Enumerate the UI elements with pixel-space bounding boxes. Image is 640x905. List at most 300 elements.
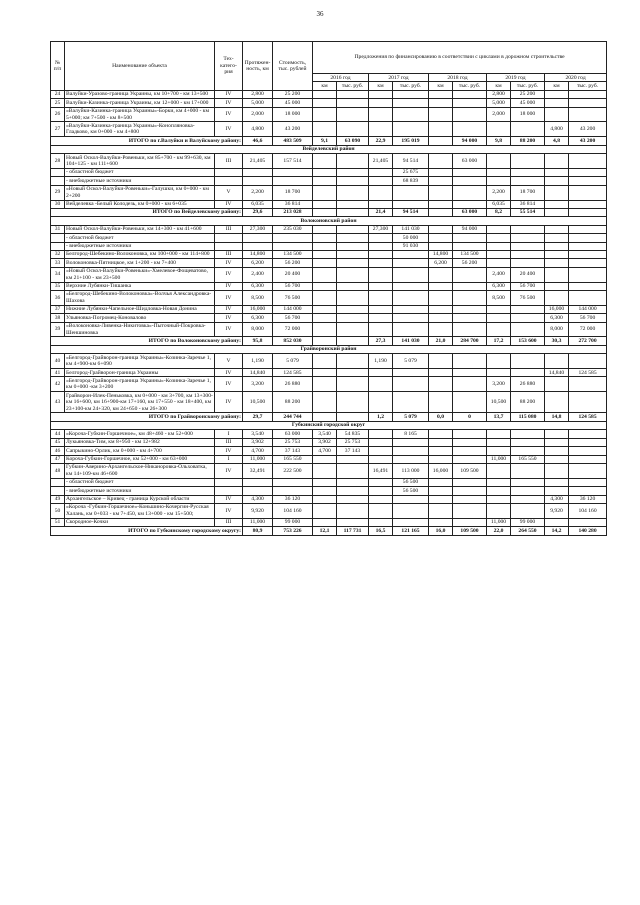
- financing-value: [337, 455, 369, 463]
- total-value: 272 700: [569, 337, 607, 345]
- financing-value: 76 500: [511, 290, 545, 305]
- financing-value: [487, 430, 511, 438]
- financing-value: [453, 185, 487, 200]
- header-year: 2018 год: [429, 74, 487, 82]
- total-value: [313, 208, 337, 216]
- header-category: Тех-катего-рия: [215, 42, 243, 91]
- financing-value: [453, 430, 487, 438]
- total-value: 12,1: [313, 527, 337, 535]
- financing-value: [511, 259, 545, 267]
- financing-value: [337, 354, 369, 369]
- total-value: 195 019: [393, 137, 429, 145]
- financing-value: [569, 392, 607, 413]
- financing-value: [369, 107, 393, 122]
- financing-value: [429, 267, 453, 282]
- length: [243, 487, 273, 495]
- financing-value: [453, 377, 487, 392]
- financing-value: 43 200: [569, 122, 607, 137]
- financing-value: [369, 478, 393, 486]
- length: [243, 177, 273, 185]
- object-name: «Короча-Губкин-Горшечное», км 48+460 - км 52+000: [65, 430, 215, 438]
- cost: [273, 168, 313, 176]
- financing-value: [313, 487, 337, 495]
- financing-value: [453, 90, 487, 98]
- total-value: 115 080: [511, 413, 545, 421]
- financing-value: [393, 200, 429, 208]
- length: [243, 478, 273, 486]
- object-name: Белгород-Грайворон-граница Украины: [65, 369, 215, 377]
- financing-value: 56 200: [453, 259, 487, 267]
- financing-value: 6,300: [545, 314, 569, 322]
- financing-value: [369, 438, 393, 446]
- cost: 25 200: [273, 90, 313, 98]
- financing-value: [369, 290, 393, 305]
- header-year: 2019 год: [487, 74, 545, 82]
- category: III: [215, 154, 243, 169]
- total-label: ИТОГО по Вейделевскому району:: [51, 208, 243, 216]
- category: IV: [215, 503, 243, 518]
- financing-value: [453, 305, 487, 313]
- table-row: [51, 225, 607, 233]
- cost: 56 200: [273, 259, 313, 267]
- header-km: км: [429, 82, 453, 90]
- financing-value: [337, 107, 369, 122]
- table-row: [51, 177, 607, 185]
- financing-value: [569, 242, 607, 250]
- total-row: [51, 137, 607, 145]
- header-length: Протяжен-ность, км: [243, 42, 273, 91]
- table-row: [51, 392, 607, 413]
- header-year: 2016 год: [313, 74, 369, 82]
- total-value: 124 585: [569, 413, 607, 421]
- financing-value: [393, 455, 429, 463]
- financing-value: [511, 314, 545, 322]
- total-value: 14,2: [545, 527, 569, 535]
- financing-value: [487, 487, 511, 495]
- financing-value: [337, 503, 369, 518]
- financing-value: [337, 369, 369, 377]
- header-name: Наименование объекта: [65, 42, 215, 91]
- financing-value: [511, 495, 545, 503]
- row-number: 48: [51, 463, 65, 478]
- financing-value: [429, 369, 453, 377]
- cost: [273, 478, 313, 486]
- financing-value: [487, 463, 511, 478]
- header-rub: тыс. руб.: [569, 82, 607, 90]
- table-row: [51, 99, 607, 107]
- financing-value: [545, 447, 569, 455]
- table-row: [51, 242, 607, 250]
- financing-value: [369, 185, 393, 200]
- total-row: [51, 413, 607, 421]
- financing-value: [511, 250, 545, 258]
- financing-value: [313, 234, 337, 242]
- category: IV: [215, 99, 243, 107]
- financing-value: [487, 478, 511, 486]
- financing-value: [511, 447, 545, 455]
- object-name: Короча-Губкин-Горшечное, км 52+000 - км 63+000: [65, 455, 215, 463]
- financing-value: [313, 354, 337, 369]
- financing-value: 63 000: [453, 154, 487, 169]
- total-value: [429, 208, 453, 216]
- financing-value: 11,000: [487, 455, 511, 463]
- financing-value: [545, 177, 569, 185]
- financing-value: [337, 242, 369, 250]
- length: 1,190: [243, 354, 273, 369]
- financing-value: [453, 447, 487, 455]
- object-name: - внебюджетные источники: [65, 242, 215, 250]
- total-value: 9,1: [313, 137, 337, 145]
- financing-value: 45 000: [511, 99, 545, 107]
- table-row: [51, 322, 607, 337]
- financing-value: [487, 369, 511, 377]
- row-number: 50: [51, 503, 65, 518]
- total-value: 16,0: [429, 527, 453, 535]
- header-rub: тыс. руб.: [337, 82, 369, 90]
- row-number: 46: [51, 447, 65, 455]
- financing-value: [453, 99, 487, 107]
- financing-value: [393, 267, 429, 282]
- financing-value: [337, 259, 369, 267]
- financing-value: [545, 430, 569, 438]
- financing-value: [545, 250, 569, 258]
- financing-value: [569, 463, 607, 478]
- row-number: [51, 487, 65, 495]
- length: 2,400: [243, 267, 273, 282]
- financing-value: [369, 503, 393, 518]
- financing-value: [337, 90, 369, 98]
- row-number: [51, 478, 65, 486]
- table-row: [51, 369, 607, 377]
- object-name: Новый Оскол-Валуйки-Ровеньки, км 85+700 - км 99+630, км 104+125 - км 111+600: [65, 154, 215, 169]
- object-name: Архангельское – Кривец - граница Курской области: [65, 495, 215, 503]
- row-number: [51, 234, 65, 242]
- total-label: ИТОГО по Губкинскому городскому округу:: [51, 527, 243, 535]
- financing-value: [313, 518, 337, 526]
- financing-value: [337, 122, 369, 137]
- table-row: [51, 234, 607, 242]
- financing-value: 68 839: [393, 177, 429, 185]
- category: IV: [215, 369, 243, 377]
- category: IV: [215, 314, 243, 322]
- financing-value: [569, 447, 607, 455]
- row-number: 43: [51, 392, 65, 413]
- financing-value: [545, 225, 569, 233]
- financing-value: 4,300: [545, 495, 569, 503]
- financing-value: [487, 168, 511, 176]
- category: IV: [215, 463, 243, 478]
- financing-value: 124 585: [569, 369, 607, 377]
- table-row: [51, 377, 607, 392]
- length: 6,200: [243, 259, 273, 267]
- financing-value: [569, 250, 607, 258]
- financing-value: [511, 234, 545, 242]
- financing-value: [393, 122, 429, 137]
- header-km: км: [545, 82, 569, 90]
- cost: 5 079: [273, 354, 313, 369]
- financing-value: [569, 200, 607, 208]
- financing-value: 99 000: [511, 518, 545, 526]
- financing-value: [487, 503, 511, 518]
- financing-value: [313, 154, 337, 169]
- total-value: 9,8: [487, 137, 511, 145]
- financing-value: 21,405: [369, 154, 393, 169]
- object-name: - областной бюджет: [65, 478, 215, 486]
- financing-value: [545, 99, 569, 107]
- total-cost: 483 509: [273, 137, 313, 145]
- financing-value: [453, 487, 487, 495]
- financing-value: [369, 369, 393, 377]
- financing-value: [453, 234, 487, 242]
- cost: 18 700: [273, 185, 313, 200]
- financing-value: [369, 90, 393, 98]
- financing-value: [545, 168, 569, 176]
- financing-value: [429, 354, 453, 369]
- financing-value: [429, 177, 453, 185]
- cost: 37 143: [273, 447, 313, 455]
- financing-value: 56 500: [393, 478, 429, 486]
- financing-value: [369, 122, 393, 137]
- financing-value: [313, 242, 337, 250]
- financing-value: [487, 234, 511, 242]
- object-name: Белгород-Шебекино-Волоконовка, км 100+000 - км 114+800: [65, 250, 215, 258]
- total-row: [51, 527, 607, 535]
- financing-value: 37 143: [337, 447, 369, 455]
- financing-value: [545, 487, 569, 495]
- financing-value: [511, 438, 545, 446]
- financing-value: 14,800: [429, 250, 453, 258]
- financing-value: [511, 122, 545, 137]
- total-value: 109 500: [453, 527, 487, 535]
- length: 2,000: [243, 107, 273, 122]
- category: IV: [215, 267, 243, 282]
- financing-value: [393, 377, 429, 392]
- financing-value: [487, 225, 511, 233]
- financing-value: [429, 225, 453, 233]
- financing-value: [337, 282, 369, 290]
- cost: 72 000: [273, 322, 313, 337]
- table-row: [51, 495, 607, 503]
- cost: 134 500: [273, 250, 313, 258]
- total-value: 141 030: [393, 337, 429, 345]
- financing-value: 20 400: [511, 267, 545, 282]
- table-row: [51, 463, 607, 478]
- category: IV: [215, 259, 243, 267]
- cost: 20 400: [273, 267, 313, 282]
- row-number: 44: [51, 430, 65, 438]
- length: 3,200: [243, 377, 273, 392]
- object-name: «Белгород-Грайворон-граница Украины»-Козинка-Заречье 1, км 4+900-км 6+090: [65, 354, 215, 369]
- financing-value: [429, 242, 453, 250]
- total-label: ИТОГО по г.Валуйки и Валуйскому району:: [51, 137, 243, 145]
- financing-value: [393, 495, 429, 503]
- financing-value: [569, 438, 607, 446]
- financing-value: [313, 250, 337, 258]
- financing-value: [313, 290, 337, 305]
- category: IV: [215, 447, 243, 455]
- financing-value: [429, 154, 453, 169]
- financing-value: [487, 250, 511, 258]
- financing-value: [369, 455, 393, 463]
- section-row: [51, 345, 607, 353]
- financing-value: 88 200: [511, 392, 545, 413]
- financing-value: [453, 314, 487, 322]
- header-rub: тыс. руб.: [453, 82, 487, 90]
- total-value: 5 079: [393, 413, 429, 421]
- financing-value: [545, 463, 569, 478]
- financing-value: [369, 234, 393, 242]
- length: 5,000: [243, 99, 273, 107]
- object-name: Ульяновка-Погромец-Коновалово: [65, 314, 215, 322]
- total-value: 55 514: [511, 208, 545, 216]
- financing-value: [569, 430, 607, 438]
- row-number: 49: [51, 495, 65, 503]
- cost: 56 700: [273, 282, 313, 290]
- financing-value: 4,700: [313, 447, 337, 455]
- cost: 63 000: [273, 430, 313, 438]
- financing-value: [487, 447, 511, 455]
- total-value: 63 090: [337, 137, 369, 145]
- financing-value: [393, 107, 429, 122]
- financing-value: [393, 282, 429, 290]
- row-number: 24: [51, 90, 65, 98]
- header-km: км: [313, 82, 337, 90]
- category: IV: [215, 495, 243, 503]
- table-row: [51, 168, 607, 176]
- financing-value: [453, 168, 487, 176]
- financing-value: [313, 200, 337, 208]
- financing-value: [429, 290, 453, 305]
- financing-value: [511, 463, 545, 478]
- financing-value: [511, 177, 545, 185]
- financing-value: [569, 487, 607, 495]
- total-value: 153 600: [511, 337, 545, 345]
- row-number: 40: [51, 354, 65, 369]
- table-row: [51, 305, 607, 313]
- table-row: [51, 107, 607, 122]
- total-value: 13,7: [487, 413, 511, 421]
- financing-value: 25 753: [337, 438, 369, 446]
- cost: 222 500: [273, 463, 313, 478]
- table-row: [51, 503, 607, 518]
- financing-value: [393, 447, 429, 455]
- category: IV: [215, 200, 243, 208]
- financing-value: [429, 430, 453, 438]
- total-value: 14,8: [545, 413, 569, 421]
- cost: 56 700: [273, 314, 313, 322]
- length: 9,920: [243, 503, 273, 518]
- financing-value: 8 165: [393, 430, 429, 438]
- financing-value: [511, 478, 545, 486]
- object-name: «Белгород-Шебекино-Волоконовка»-Волчья Александровка-Шахова: [65, 290, 215, 305]
- table-row: [51, 282, 607, 290]
- total-value: 1,2: [369, 413, 393, 421]
- financing-value: [429, 234, 453, 242]
- object-name: Волоконовка-Пятницкое, км 1+200 - км 7+400: [65, 259, 215, 267]
- financing-value: 10,500: [487, 392, 511, 413]
- financing-value: [545, 90, 569, 98]
- row-number: 28: [51, 154, 65, 169]
- financing-value: [487, 154, 511, 169]
- financing-value: 2,200: [487, 185, 511, 200]
- financing-value: 56 700: [511, 282, 545, 290]
- financing-value: [393, 369, 429, 377]
- header-financing-group: Предложения по финансированию в соответствии с циклами в дорожном строительстве: [313, 42, 607, 74]
- financing-value: 113 000: [393, 463, 429, 478]
- financing-value: 36 120: [569, 495, 607, 503]
- financing-value: [337, 185, 369, 200]
- financing-value: 3,540: [313, 430, 337, 438]
- category: [215, 177, 243, 185]
- financing-value: [545, 438, 569, 446]
- financing-value: 3,902: [313, 438, 337, 446]
- financing-value: [337, 377, 369, 392]
- financing-value: [337, 322, 369, 337]
- section-title: Вейделевский район: [51, 145, 607, 153]
- object-name: Скородное-Кочки: [65, 518, 215, 526]
- row-number: 35: [51, 282, 65, 290]
- total-value: [545, 208, 569, 216]
- financing-value: 2,800: [487, 90, 511, 98]
- financing-value: [545, 354, 569, 369]
- financing-value: 2,000: [487, 107, 511, 122]
- financing-value: [393, 290, 429, 305]
- row-number: [51, 177, 65, 185]
- financing-value: [429, 90, 453, 98]
- financing-value: [313, 259, 337, 267]
- financing-value: [313, 305, 337, 313]
- total-value: 63 000: [453, 208, 487, 216]
- section-title: Волоконовский район: [51, 217, 607, 225]
- financing-value: [453, 282, 487, 290]
- financing-value: 2,400: [487, 267, 511, 282]
- financing-value: [369, 259, 393, 267]
- financing-value: [337, 518, 369, 526]
- category: IV: [215, 107, 243, 122]
- financing-value: [313, 177, 337, 185]
- financing-value: [313, 495, 337, 503]
- cost: 144 000: [273, 305, 313, 313]
- total-cost: 753 226: [273, 527, 313, 535]
- length: 6,300: [243, 282, 273, 290]
- financing-value: [337, 225, 369, 233]
- row-number: 25: [51, 99, 65, 107]
- financing-value: [569, 234, 607, 242]
- financing-value: [369, 177, 393, 185]
- total-value: 21,4: [369, 208, 393, 216]
- header-year: 2017 год: [369, 74, 429, 82]
- total-value: 27,3: [369, 337, 393, 345]
- total-label: ИТОГО по Волоконовскому району:: [51, 337, 243, 345]
- financing-value: [393, 392, 429, 413]
- financing-value: [487, 122, 511, 137]
- table-row: [51, 90, 607, 98]
- financing-value: [429, 322, 453, 337]
- length: 21,405: [243, 154, 273, 169]
- category: IV: [215, 377, 243, 392]
- object-name: «Волоконовка-Ливенка-Никитовка»-Пыточный-Покровка-Шеншиновка: [65, 322, 215, 337]
- financing-value: 16,000: [545, 305, 569, 313]
- financing-value: [429, 305, 453, 313]
- cost: 124 585: [273, 369, 313, 377]
- financing-value: 8,500: [487, 290, 511, 305]
- total-cost: 244 744: [273, 413, 313, 421]
- header-no: № п/п: [51, 42, 65, 91]
- financing-value: [429, 495, 453, 503]
- total-value: 21,0: [429, 337, 453, 345]
- financing-value: [453, 242, 487, 250]
- financing-value: 50 000: [393, 234, 429, 242]
